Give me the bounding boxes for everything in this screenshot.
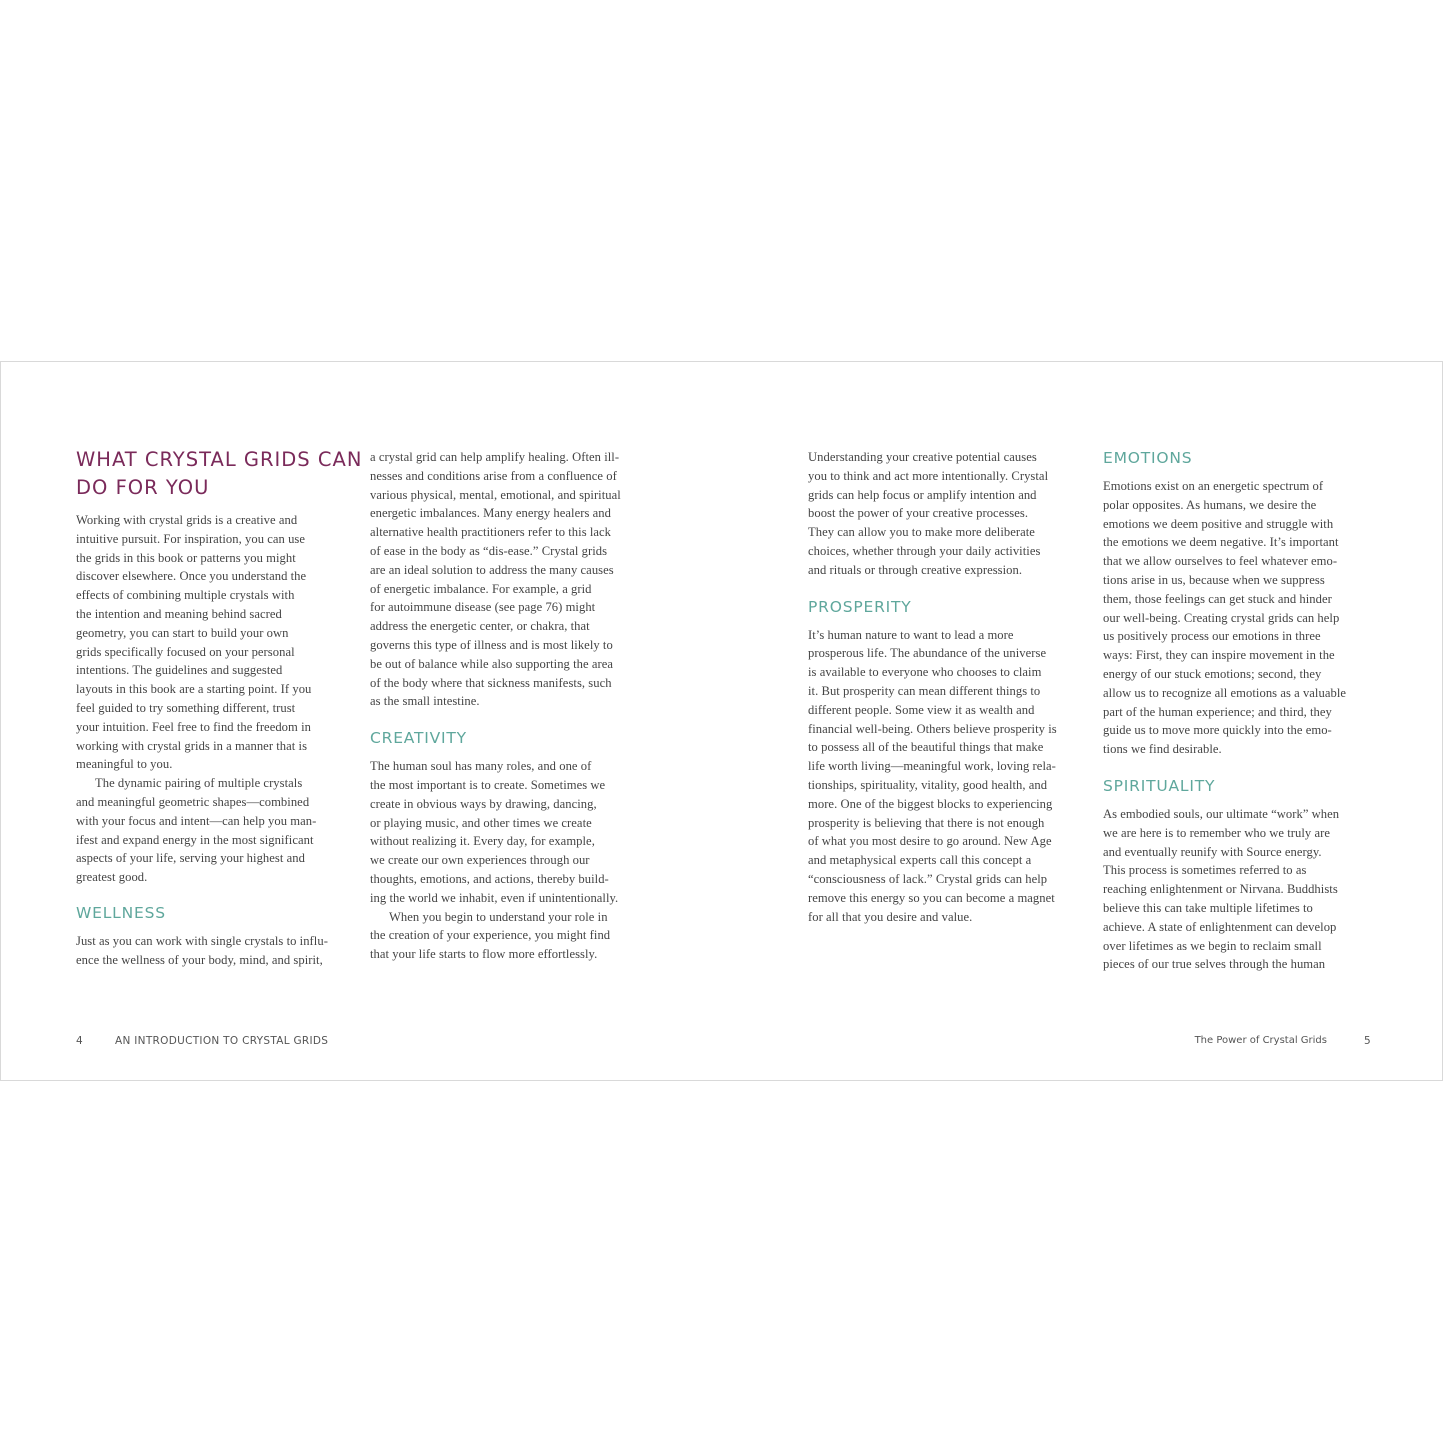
text-line: the emotions we deem negative. It’s important (1103, 535, 1339, 550)
text-line: over lifetimes as we begin to reclaim small (1103, 938, 1322, 953)
text-line: us positively process our emotions in three (1103, 629, 1321, 644)
text-line: ence the wellness of your body, mind, and spirit, (76, 952, 323, 967)
text-line: intuitive pursuit. For inspiration, you can use (76, 531, 306, 546)
text-line: tionships, spirituality, vitality, good health, and (808, 777, 1048, 792)
healing-paragraph (370, 448, 645, 711)
text-line: ifest and expand energy in the most significant (76, 832, 314, 847)
text-line: that your life starts to flow more effortlessly. (370, 947, 598, 962)
right-running-title: The Power of Crystal Grids (1194, 1035, 1327, 1046)
text-line: or playing music, and other times we create (370, 815, 592, 830)
text-line: the most important is to create. Sometimes we (370, 777, 606, 792)
spirituality-paragraph (1103, 805, 1388, 974)
right-column-1 (808, 448, 1083, 926)
text-line: guide us to move more quickly into the emo- (1103, 723, 1332, 738)
text-line: It’s human nature to want to lead a more (808, 627, 1014, 642)
text-line: Emotions exist on an energetic spectrum of (1103, 479, 1324, 493)
text-line: The dynamic pairing of multiple crystals (95, 776, 303, 791)
text-line: with your focus and intent—can help you man- (76, 813, 317, 828)
text-line: ways: First, they can inspire movement in the (1103, 648, 1335, 663)
text-line: When you begin to understand your role in (389, 909, 608, 924)
text-line: for all that you desire and value. (808, 909, 973, 924)
text-line: ing the world we inhabit, even if unintentionally. (370, 890, 619, 905)
text-line: are an ideal solution to address the many causes (370, 562, 614, 577)
text-line: greatest good. (76, 870, 148, 885)
text-line: prosperous life. The abundance of the universe (808, 646, 1047, 661)
prosperity-heading: PROSPERITY (808, 597, 912, 616)
text-line: part of the human experience; and third, they (1103, 704, 1332, 719)
title-line: DO FOR YOU (76, 476, 210, 499)
text-line: it. But prosperity can mean different things to (808, 683, 1041, 698)
text-line: we are here is to remember who we truly are (1103, 825, 1330, 840)
book-spread (0, 361, 1443, 1081)
text-line: be out of balance while also supporting the area (370, 656, 613, 671)
text-line: choices, whether through your daily activities (808, 543, 1041, 558)
text-line: discover elsewhere. Once you understand the (76, 569, 307, 584)
text-line: we create our own experiences through our (370, 853, 590, 868)
text-line: allow us to recognize all emotions as a valuable (1103, 685, 1347, 700)
text-line: more. One of the biggest blocks to experiencing (808, 796, 1053, 811)
text-line: aspects of your life, serving your highest and (76, 851, 305, 866)
text-line: of ease in the body as “dis-ease.” Crystal grids (370, 543, 608, 558)
text-line: prosperity is believing that there is not enough (808, 815, 1045, 830)
text-line: and metaphysical experts call this concept a (808, 853, 1032, 868)
text-line: of what you most desire to go around. New Age (808, 834, 1052, 849)
text-line: the intention and meaning behind sacred (76, 606, 282, 621)
right-page-number: 5 (1364, 1035, 1371, 1047)
wellness-heading: WELLNESS (76, 903, 166, 922)
left-running-title: AN INTRODUCTION TO CRYSTAL GRIDS (115, 1035, 329, 1047)
text-line: various physical, mental, emotional, and spiritual (370, 487, 621, 502)
text-line: grids can help focus or amplify intention and (808, 487, 1037, 502)
creativity-paragraph (370, 757, 645, 907)
left-column-1 (76, 446, 363, 970)
text-line: thoughts, emotions, and actions, thereby build- (370, 871, 609, 886)
title-line: WHAT CRYSTAL GRIDS CAN (76, 448, 363, 471)
text-line: that we allow ourselves to feel whatever emo- (1103, 554, 1338, 569)
text-line: working with crystal grids in a manner that is (76, 738, 308, 753)
text-line: tions arise in us, because when we suppress (1103, 572, 1325, 587)
text-line: intentions. The guidelines and suggested (76, 663, 283, 678)
text-line: is available to everyone who chooses to claim (808, 665, 1042, 680)
text-line: This process is sometimes referred to as (1103, 863, 1307, 878)
text-line: pieces of our true selves through the human (1103, 957, 1326, 972)
wellness-paragraph (76, 932, 351, 970)
text-line: as the small intestine. (370, 694, 480, 709)
text-line: layouts in this book are a starting point. If you (76, 682, 312, 697)
text-line: They can allow you to make more deliberate (808, 525, 1035, 540)
spirituality-heading: SPIRITUALITY (1103, 776, 1216, 795)
text-line: of the body where that sickness manifests, such (370, 675, 612, 690)
text-line: remove this energy so you can become a magnet (808, 890, 1055, 905)
text-line: effects of combining multiple crystals with (76, 588, 295, 603)
text-line: geometry, you can start to build your own (76, 625, 289, 640)
intro-paragraph (76, 511, 351, 774)
text-line: your intuition. Feel free to find the freedom in (76, 719, 311, 734)
text-line: and rituals or through creative expression. (808, 562, 1023, 577)
text-line: Working with crystal grids is a creative and (76, 513, 298, 527)
emotions-heading: EMOTIONS (1103, 449, 1193, 467)
text-line: governs this type of illness and is most likely to (370, 637, 613, 652)
prosperity-paragraph (808, 626, 1083, 927)
text-line: energy of our stuck emotions; second, they (1103, 666, 1322, 681)
text-line: grids specifically focused on your personal (76, 644, 295, 659)
text-line: achieve. A state of enlightenment can develop (1103, 919, 1337, 934)
text-line: financial well-being. Others believe prosperity is (808, 721, 1057, 736)
text-line: reaching enlightenment or Nirvana. Buddhists (1103, 882, 1338, 897)
text-line: The human soul has many roles, and one of (370, 759, 592, 774)
text-line: nesses and conditions arise from a confluence of (370, 468, 617, 483)
text-line: without realizing it. Every day, for example, (370, 834, 595, 849)
text-line: our well-being. Creating crystal grids can help (1103, 610, 1340, 625)
text-line: you to think and act more intentionally. Crystal (808, 468, 1049, 483)
text-line: life worth living—meaningful work, loving rela- (808, 759, 1056, 774)
creativity-paragraph (370, 908, 645, 964)
text-line: polar opposites. As humans, we desire the (1103, 497, 1317, 512)
text-line: alternative health practitioners refer to this lack (370, 525, 612, 540)
page-title (76, 446, 363, 502)
text-line: to possess all of the beautiful things that make (808, 740, 1044, 755)
creativity-continued-paragraph (808, 448, 1083, 580)
text-line: “consciousness of lack.” Crystal grids can help (808, 871, 1048, 886)
text-line: address the energetic center, or chakra, that (370, 619, 590, 634)
text-line: feel guided to try something different, trust (76, 700, 296, 715)
text-line: different people. Some view it as wealth and (808, 702, 1035, 717)
intro-paragraph (76, 774, 351, 887)
creativity-heading: CREATIVITY (370, 729, 467, 748)
text-line: energetic imbalances. Many energy healers and (370, 506, 611, 521)
text-line: Just as you can work with single crystals to influ- (76, 933, 328, 948)
emotions-paragraph (1103, 477, 1388, 759)
text-line: emotions we deem positive and struggle with (1103, 516, 1334, 531)
text-line: create in obvious ways by drawing, dancing, (370, 796, 597, 811)
text-line: boost the power of your creative processes. (808, 506, 1029, 521)
text-line: the grids in this book or patterns you might (76, 550, 296, 565)
text-line: a crystal grid can help amplify healing. Often ill- (370, 450, 620, 464)
left-column-2 (370, 448, 645, 964)
text-line: As embodied souls, our ultimate “work” when (1103, 806, 1340, 821)
right-column-2 (1103, 448, 1388, 974)
text-line: and eventually reunify with Source energy. (1103, 844, 1322, 859)
text-line: and meaningful geometric shapes—combined (76, 794, 310, 809)
text-line: meaningful to you. (76, 757, 173, 772)
text-line: believe this can take multiple lifetimes to (1103, 900, 1313, 915)
text-line: for autoimmune disease (see page 76) might (370, 600, 596, 615)
text-line: Understanding your creative potential causes (808, 450, 1037, 464)
left-page-number: 4 (76, 1035, 83, 1047)
text-line: the creation of your experience, you might find (370, 928, 611, 943)
text-line: of energetic imbalance. For example, a grid (370, 581, 592, 596)
text-line: tions we find desirable. (1103, 742, 1222, 757)
text-line: them, those feelings can get stuck and hinder (1103, 591, 1332, 606)
